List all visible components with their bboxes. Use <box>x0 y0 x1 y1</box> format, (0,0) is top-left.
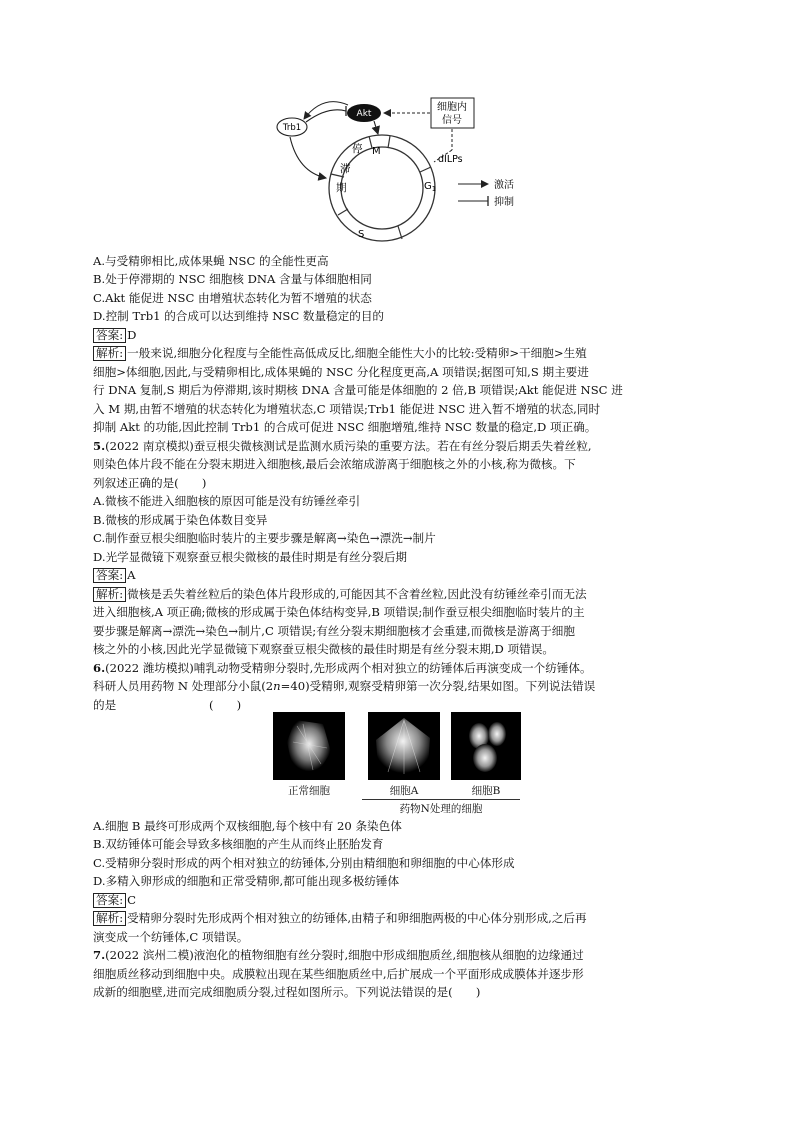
caption-cell-b: 细胞B <box>471 785 501 797</box>
legend-activate: 激活 <box>494 180 514 191</box>
q6-answer <box>93 892 705 908</box>
q5-analysis-4: 核之外的小核,因此光学显微镜下观察蚕豆根尖微核的最佳时期是有丝分裂末期,D 项错误。 <box>93 642 554 656</box>
normal-cell-image <box>273 712 345 780</box>
caption-group: 药物N处理的细胞 <box>399 803 483 815</box>
signal-label-2: 信号 <box>442 115 462 126</box>
answer-tag: 答案: <box>93 568 126 583</box>
q6-analysis-1: 解析: 受精卵分裂时先形成两个相对独立的纺锤体,由精子和卵细胞两极的中心体分别形成,之后再 <box>93 910 705 926</box>
q6-stem-2: 科研人员用药物 N 处理部分小鼠(2n=40)受精卵,观察受精卵第一次分裂,结果如图。下列说法错误 <box>93 679 596 693</box>
q5-stem-3: 列叙述正确的是( ) <box>93 476 207 490</box>
q4-analysis-4: 入 M 期,由暂不增殖的状态转化为增殖状态,C 项错误;Trb1 能促进 NSC 进入暂不增殖的状态,同时 <box>93 402 601 416</box>
q6-number: 6. <box>93 661 106 675</box>
q7-stem-3: 成新的细胞壁,进而完成细胞质分裂,过程如图所示。下列说法错误的是( ) <box>93 985 481 999</box>
q5-analysis-2: 进入细胞核,A 项正确;微核的形成属于染色体结构变异,B 项错误;制作蚕豆根尖细胞临时装片的主 <box>93 605 585 619</box>
q5-stem-1: 5.(2022 南京模拟)蚕豆根尖微核测试是监测水质污染的重要方法。若在有丝分裂后期丢失着丝粒, <box>93 439 592 453</box>
q6-stem-1: 6.(2022 潍坊模拟)哺乳动物受精卵分裂时,先形成两个相对独立的纺锤体后再演变成一个纺锤体。 <box>93 661 592 675</box>
q6-stem-3: 的是 ( ) <box>93 698 242 712</box>
cell-a-image <box>368 712 440 780</box>
caption-normal-cell: 正常细胞 <box>288 785 330 797</box>
dilps-label: dILPs <box>438 154 463 165</box>
q7-stem-2: 细胞质丝移动到细胞中央。成膜粒出现在某些细胞质丝中,后扩展成一个平面形成成膜体并逐步形 <box>93 967 584 981</box>
akt-label: Akt <box>356 109 372 119</box>
phase-m-label: M <box>372 146 381 157</box>
q4-option-d: D.控制 Trb1 的合成可以达到维持 NSC 数量稳定的目的 <box>93 309 385 323</box>
q5-answer <box>93 567 705 583</box>
quiescent-char-1: 停 <box>352 143 363 155</box>
q4-analysis-5: 抑制 Akt 的功能,因此控制 Trb1 的合成可促进 NSC 细胞增殖,维持 NSC 数量的稳定,D 项正确。 <box>93 420 597 434</box>
phase-s-label: S <box>358 229 365 240</box>
trb1-label: Trb1 <box>282 123 302 133</box>
q5-option-d: D.光学显微镜下观察蚕豆根尖微核的最佳时期是有丝分裂后期 <box>93 550 408 564</box>
q4-answer <box>93 327 705 343</box>
q5-analysis-3: 要步骤是解离→漂洗→染色→制片,C 项错误;有丝分裂末期细胞核才会重建,而微核是游离于细胞 <box>93 624 575 638</box>
q4-analysis-1: 解析: 一般来说,细胞分化程度与全能性高低成反比,细胞全能性大小的比较:受精卵>干细胞>生殖 <box>93 345 705 361</box>
q6-option-c: C.受精卵分裂时形成的两个相对独立的纺锤体,分别由精细胞和卵细胞的中心体形成 <box>93 856 515 870</box>
q4-answer-value: D <box>127 328 137 342</box>
legend-inhibit: 抑制 <box>494 197 514 208</box>
q5-option-c: C.制作蚕豆根尖细胞临时装片的主要步骤是解离→染色→漂洗→制片 <box>93 531 436 545</box>
answer-tag: 答案: <box>93 328 126 343</box>
q6-option-b: B.双纺锤体可能会导致多核细胞的产生从而终止胚胎发育 <box>93 837 384 851</box>
cell-cycle-diagram <box>268 92 540 252</box>
q5-number: 5. <box>93 439 106 453</box>
quiescent-char-3: 期 <box>336 182 347 194</box>
cell-b-image <box>451 712 521 780</box>
caption-group-line <box>362 799 520 800</box>
phase-g1-label: $G_1$ <box>424 181 437 193</box>
q4-option-c: C.Akt 能促进 NSC 由增殖状态转化为暂不增殖的状态 <box>93 291 372 305</box>
answer-tag: 答案: <box>93 893 126 908</box>
q7-stem-1: 7.(2022 滨州二模)液泡化的植物细胞有丝分裂时,细胞中形成细胞质丝,细胞核从细胞的边缘通过 <box>93 948 584 962</box>
q6-analysis-2: 演变成一个纺锤体,C 项错误。 <box>93 930 249 944</box>
q4-option-b: B.处于停滞期的 NSC 细胞核 DNA 含量与体细胞相同 <box>93 272 372 286</box>
q4-option-a: A.与受精卵相比,成体果蝇 NSC 的全能性更高 <box>93 254 329 268</box>
q5-stem-2: 则染色体片段不能在分裂末期进入细胞核,最后会浓缩成游离于细胞核之外的小核,称为微核。下 <box>93 457 576 471</box>
q6-answer-value: C <box>127 893 136 907</box>
quiescent-char-2: 滞 <box>340 163 351 175</box>
caption-cell-a: 细胞A <box>389 785 419 797</box>
q6-option-d: D.多精入卵形成的细胞和正常受精卵,都可能出现多极纺锤体 <box>93 874 400 888</box>
q4-analysis-3: 行 DNA 复制,S 期后为停滞期,该时期核 DNA 含量可能是体细胞的 2 倍,B 项错误;Akt 能促进 NSC 进 <box>93 383 623 397</box>
q4-analysis-2: 细胞>体细胞,因此,与受精卵相比,成体果蝇的 NSC 分化程度更高,A 项错误;据图可知,S 期主要进 <box>93 365 589 379</box>
q5-option-a: A.微核不能进入细胞核的原因可能是没有纺锤丝牵引 <box>93 494 361 508</box>
q5-option-b: B.微核的形成属于染色体数目变异 <box>93 513 268 527</box>
analysis-tag: 解析: <box>93 911 126 926</box>
q5-analysis-1: 解析: 微核是丢失着丝粒后的染色体片段形成的,可能因其不含着丝粒,因此没有纺锤丝牵引而无法 <box>93 586 705 602</box>
q7-number: 7. <box>93 948 106 962</box>
analysis-tag: 解析: <box>93 587 126 602</box>
signal-label-1: 细胞内 <box>437 102 467 113</box>
q5-answer-value: A <box>127 568 136 582</box>
analysis-tag: 解析: <box>93 346 126 361</box>
q6-option-a: A.细胞 B 最终可形成两个双核细胞,每个核中有 20 条染色体 <box>93 819 402 833</box>
